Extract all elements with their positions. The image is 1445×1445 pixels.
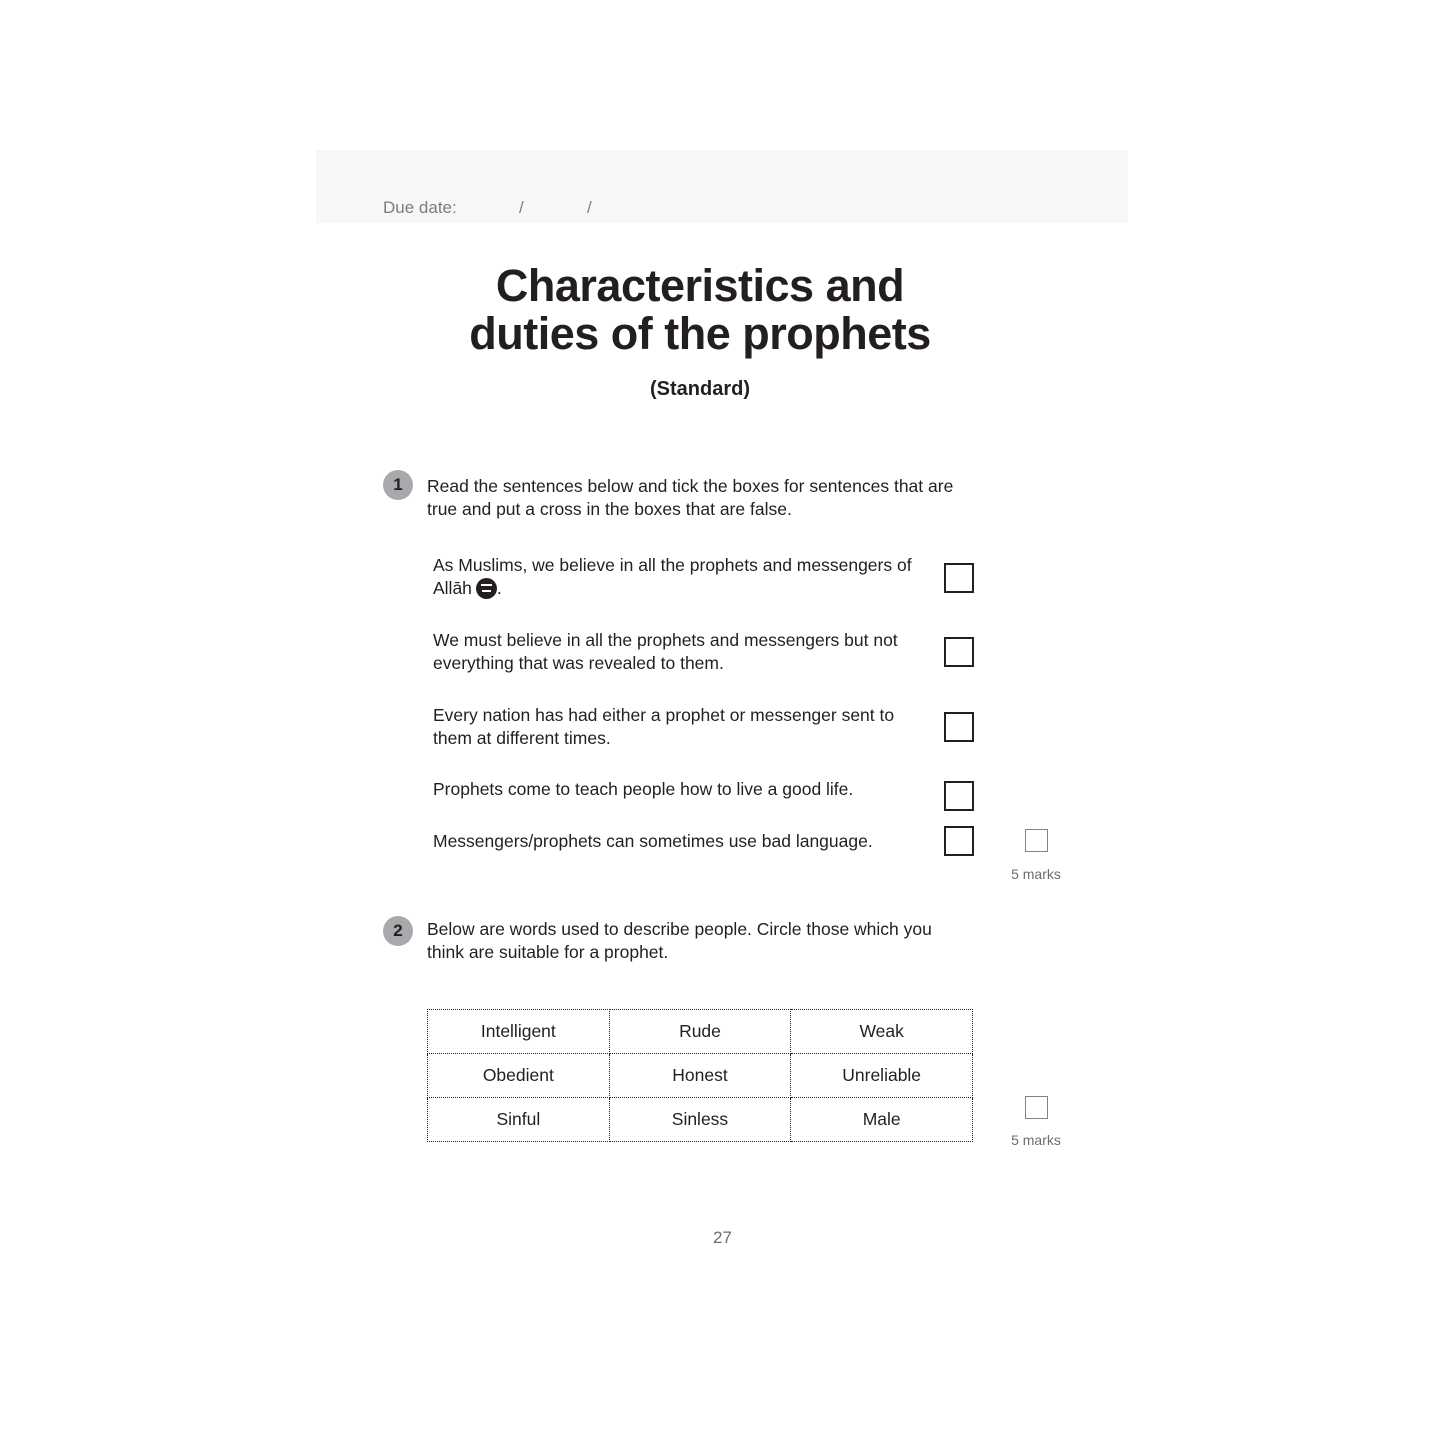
statement-1 [433, 554, 933, 600]
due-date-slash-2: / [587, 198, 592, 217]
statement-3-line-2: them at different times. [433, 728, 611, 748]
question-2-instruction [427, 918, 987, 964]
table-row [428, 1098, 973, 1142]
word-cell[interactable]: Honest [609, 1054, 791, 1098]
statement-2 [433, 629, 933, 675]
page-number: 27 [713, 1228, 732, 1247]
word-table [427, 1009, 973, 1142]
question-1-marks-box[interactable] [1025, 829, 1048, 852]
statement-4-checkbox[interactable] [944, 781, 974, 811]
question-2-marks-box[interactable] [1025, 1096, 1048, 1119]
subhanahu-wa-taala-icon [476, 578, 497, 599]
word-cell[interactable]: Weak [791, 1010, 973, 1054]
word-cell[interactable]: Unreliable [791, 1054, 973, 1098]
statement-3-checkbox[interactable] [944, 712, 974, 742]
word-cell[interactable]: Rude [609, 1010, 791, 1054]
table-row [428, 1010, 973, 1054]
question-2-marks-label: 5 marks [1011, 1132, 1061, 1148]
statement-5 [433, 830, 933, 853]
allah-text: Allāh [433, 578, 472, 598]
statement-2-line-1: We must believe in all the prophets and messengers but not [433, 630, 898, 650]
question-2-instruction-line-2: think are suitable for a prophet. [427, 942, 669, 962]
question-2-number: 2 [383, 916, 413, 946]
statement-2-line-2: everything that was revealed to them. [433, 653, 724, 673]
question-1-number: 1 [383, 470, 413, 500]
statement-1-checkbox[interactable] [944, 563, 974, 593]
due-date-label: Due date: [383, 198, 457, 217]
word-cell[interactable]: Obedient [428, 1054, 610, 1098]
word-cell[interactable]: Sinful [428, 1098, 610, 1142]
question-1-instruction-line-2: true and put a cross in the boxes that are false. [427, 499, 792, 519]
statement-4 [433, 778, 933, 801]
statement-2-checkbox[interactable] [944, 637, 974, 667]
question-1-marks-label: 5 marks [1011, 866, 1061, 882]
level-subtitle: (Standard) [650, 378, 750, 400]
statement-4-line-1: Prophets come to teach people how to live a good life. [433, 779, 854, 799]
statement-1-line-2 [433, 577, 933, 600]
statement-3 [433, 704, 933, 750]
word-cell[interactable]: Sinless [609, 1098, 791, 1142]
question-2-instruction-line-1: Below are words used to describe people. Circle those which you [427, 919, 932, 939]
word-cell[interactable]: Intelligent [428, 1010, 610, 1054]
statement-5-line-1: Messengers/prophets can sometimes use bad language. [433, 831, 873, 851]
table-row [428, 1054, 973, 1098]
statement-1-period: . [496, 578, 502, 598]
page-title-line-2: duties of the prophets [469, 308, 931, 359]
question-1-instruction-line-1: Read the sentences below and tick the boxes for sentences that are [427, 476, 954, 496]
statement-3-line-1: Every nation has had either a prophet or messenger sent to [433, 705, 895, 725]
statement-5-checkbox[interactable] [944, 826, 974, 856]
page-title-line-1: Characteristics and [495, 260, 905, 311]
question-1-instruction [427, 475, 987, 521]
due-date-slash-1: / [519, 198, 524, 217]
statement-1-line-1: As Muslims, we believe in all the prophets and messengers of [433, 555, 912, 575]
page-title [400, 262, 1000, 358]
word-cell[interactable]: Male [791, 1098, 973, 1142]
